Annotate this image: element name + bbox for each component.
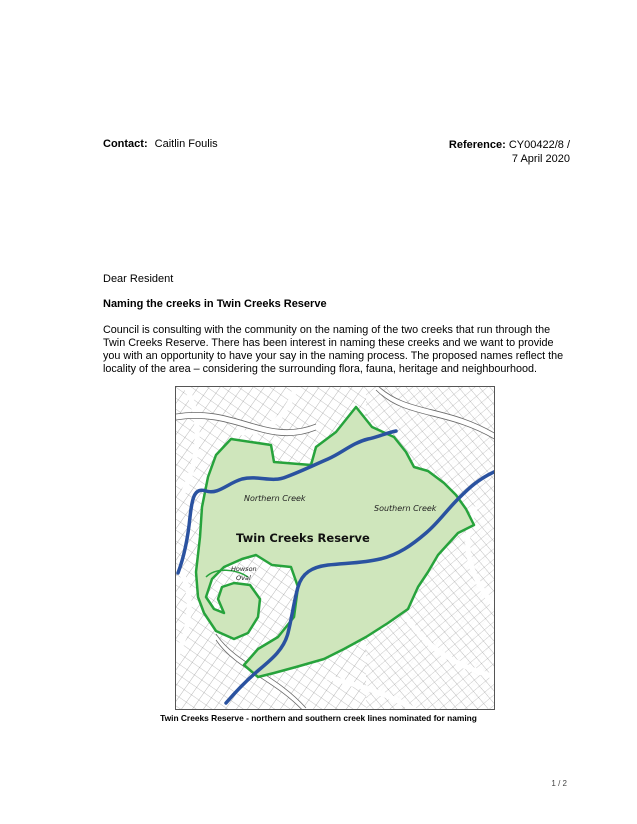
contact-name: Caitlin Foulis — [154, 138, 218, 150]
southern-creek-label: Southern Creek — [374, 504, 437, 513]
reference-label: Reference: — [448, 139, 506, 151]
map-caption: Twin Creeks Reserve - northern and southern creek lines nominated for naming — [160, 713, 477, 723]
map-svg — [176, 387, 495, 710]
contact-line — [103, 138, 218, 150]
oval-label-line2: Oval — [236, 574, 251, 582]
reference-value: CY00422/8 / — [508, 139, 570, 151]
reserve-label: Twin Creeks Reserve — [236, 531, 370, 545]
oval-label-line1: Howson — [231, 565, 257, 573]
contact-label: Contact: — [103, 138, 148, 150]
letter-heading: Naming the creeks in Twin Creeks Reserve — [103, 298, 327, 310]
page-number: 1 / 2 — [551, 779, 567, 788]
reserve-map — [175, 386, 495, 710]
letter-body: Council is consulting with the community on the naming of the two creeks that run through the Twin Creeks Reserve. There has been interest in naming these creeks and we want to provide you with an opportunity to have your say in the naming process. The proposed names reflect the locality of the area – considering the surrounding flora, fauna, heritage and neighbourhood. — [103, 324, 564, 375]
letter-date: 7 April 2020 — [511, 153, 570, 165]
salutation: Dear Resident — [103, 273, 174, 285]
northern-creek-label: Northern Creek — [244, 494, 306, 503]
reference-block — [449, 138, 570, 166]
